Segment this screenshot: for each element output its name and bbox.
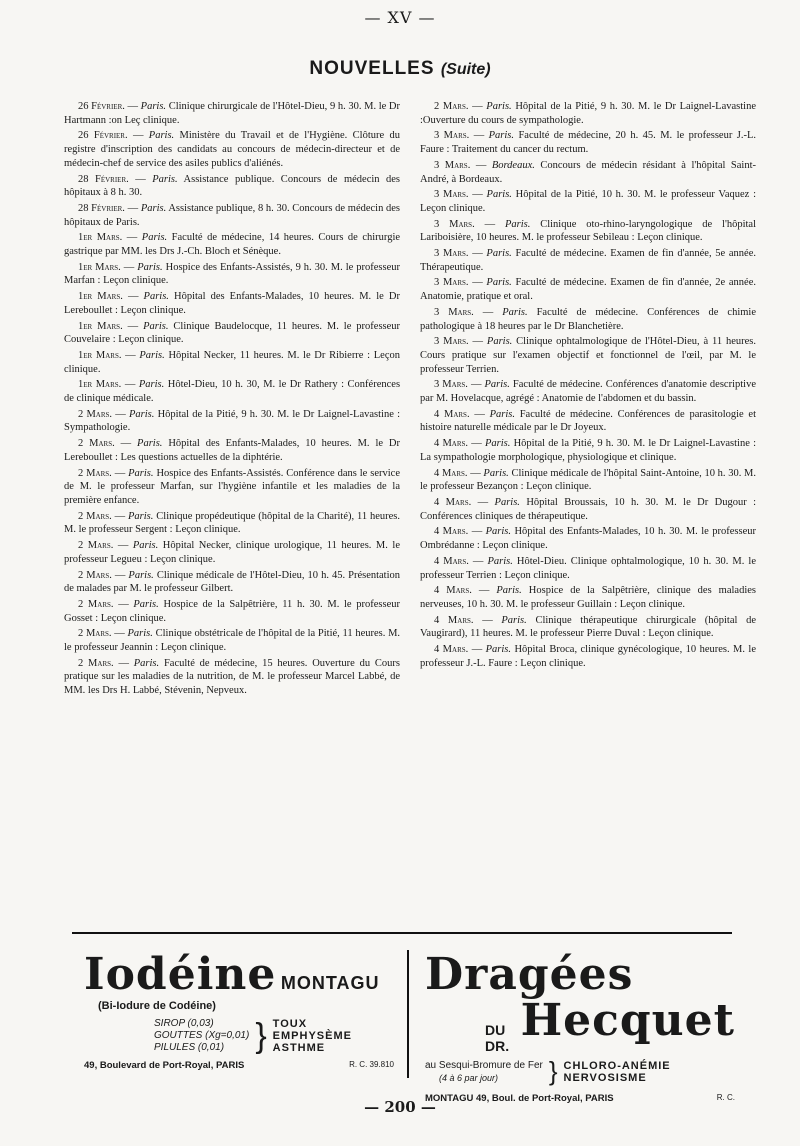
entry-separator: —	[469, 130, 489, 142]
entry-text: Hôtel-Dieu. Clinique ophtalmologique, 10 h. 30. M. le professeur Terrien : Leçon clinique.	[420, 555, 756, 581]
news-entry	[64, 408, 400, 435]
entry-date: 4 Mars.	[434, 496, 472, 508]
entry-separator: —	[474, 218, 505, 230]
news-entry	[420, 129, 756, 156]
entry-text: Hospice de la Salpêtrière, 11 h. 30. M. le professeur Gosset : Leçon clinique.	[64, 598, 400, 624]
entry-city: Paris.	[485, 644, 512, 656]
entry-city: Paris.	[489, 408, 515, 420]
news-entry	[420, 335, 756, 376]
entry-date: 2 Mars.	[78, 438, 115, 450]
entry-separator: —	[124, 101, 141, 112]
entry-separator: —	[121, 349, 140, 361]
entry-separator: —	[468, 438, 485, 450]
news-entry	[420, 306, 756, 333]
entry-city: Paris.	[140, 202, 167, 214]
entry-text: Clinique ophtalmologique de l'Hôtel-Dieu, à 11 heures. Cours pratique sur l'examen objectif et fonctionnel de l'œil, par M. le professeur Terrien.	[420, 336, 756, 375]
news-entry	[420, 584, 756, 611]
entry-text: Ministère du Travail et de l'Hygiène. Clôture du registre d'inscription des candidats au concours de médecin-directeur et de médecin-chef de service des asiles publics d'aliénés.	[64, 130, 400, 169]
entry-date: 2 Mars.	[78, 628, 112, 640]
entry-date: 4 Mars.	[434, 614, 474, 626]
entry-city: Paris.	[143, 291, 169, 303]
entry-separator: —	[122, 291, 144, 303]
entry-text: Assistance publique, 8 h. 30. Concours de médecin des hôpitaux de Paris.	[64, 202, 401, 228]
entry-separator: —	[111, 467, 129, 479]
ad-hecquet-address: MONTAGU 49, Boul. de Port-Royal, PARIS	[425, 1093, 614, 1104]
news-entry	[64, 202, 400, 229]
entry-separator: —	[124, 202, 141, 214]
news-entry	[64, 261, 400, 288]
ad-iodeine-brand: Iodéine	[84, 949, 277, 1000]
entry-city: Paris.	[484, 438, 511, 450]
news-entry	[64, 539, 400, 566]
entry-text: Faculté de médecine. Conférences de parasitologie et histoire naturelle médicale par le Dr Joyeux.	[420, 408, 756, 434]
entry-city: Paris.	[152, 173, 178, 185]
entry-date: 4 Mars.	[434, 438, 469, 450]
entry-city: Paris.	[486, 277, 512, 289]
entry-date: 3 Mars.	[434, 130, 470, 142]
entry-city: Paris.	[488, 130, 515, 142]
entry-text: Clinique médicale de l'Hôtel-Dieu, 10 h. 45. Présentation de malades par M. le professeur Gilbert.	[64, 569, 401, 595]
entry-date: 3 Mars.	[434, 379, 468, 391]
ad-hecquet-indication: CHLORO-ANÉMIE	[563, 1059, 671, 1072]
title-suite: (Suite)	[440, 61, 491, 78]
entry-separator: —	[469, 408, 490, 420]
entry-date: 3 Mars.	[434, 248, 469, 260]
entry-text: Hospice de la Salpêtrière, clinique des maladies nerveuses, 10 h. 30. M. le professeur Guillain : Leçon clinique.	[420, 585, 756, 610]
ad-iodeine-form: PILULES (0,01)	[154, 1042, 225, 1053]
entry-date: 2 Mars.	[78, 540, 114, 552]
entry-separator: —	[467, 379, 485, 391]
entry-separator: —	[468, 189, 487, 201]
entry-date: 3 Mars.	[434, 277, 469, 289]
entry-text: Faculté de médecine, 20 h. 45. M. le professeur J.-L. Faure : Traitement du cancer du rectum.	[420, 130, 756, 156]
news-entry	[64, 290, 400, 317]
news-entry	[64, 437, 400, 464]
entry-city: Bordeaux.	[491, 159, 535, 171]
ad-iodeine-indication: TOUX	[272, 1018, 308, 1030]
news-entry	[420, 525, 756, 552]
ad-hecquet-form: au Sesqui-Bromure de Fer	[425, 1059, 543, 1071]
entry-city: Paris.	[128, 569, 154, 581]
news-entry	[64, 510, 400, 537]
entry-separator: —	[111, 628, 128, 640]
entry-separator: —	[121, 379, 139, 391]
entry-date: 3 Mars.	[434, 336, 469, 348]
entry-text: Faculté de médecine, 14 heures. Cours de chirurgie gastrique par MM. les Drs J.-Ch. Bloch et Sénèque.	[64, 232, 401, 258]
news-entry	[64, 173, 400, 200]
entry-city: Paris.	[138, 379, 165, 391]
entry-separator: —	[113, 540, 133, 552]
entry-text: Hôpital des Enfants-Malades, 10 heures. M. le Dr Lereboullet : Les questions actuelles de la diphtérie.	[64, 438, 401, 463]
entry-separator: —	[471, 585, 497, 597]
entry-separator: —	[112, 408, 129, 420]
entry-date: 1er Mars.	[78, 291, 123, 303]
entry-separator: —	[127, 130, 149, 142]
entry-date: 4 Mars.	[434, 467, 468, 479]
ad-iodeine	[84, 949, 394, 1071]
ad-iodeine-address: 49, Boulevard de Port-Royal, PARIS	[84, 1060, 245, 1071]
entry-city: Paris.	[484, 379, 510, 391]
entry-text: Hôpital Broussais, 10 h. 30. M. le Dr Dugour : Conférences cliniques de thérapeutique.	[420, 496, 757, 522]
entry-text: Hospice des Enfants-Assistés. Conférence dans le service de M. le professeur Marfan, sur l'hygiène infantile et les maladies de la première enfance.	[64, 467, 400, 506]
news-entry	[420, 643, 756, 670]
entry-separator: —	[468, 644, 486, 656]
entry-city: Paris.	[140, 101, 167, 112]
entry-date: 1er Mars.	[78, 232, 123, 244]
brace-glyph: }	[255, 1017, 267, 1055]
entry-city: Paris.	[139, 349, 165, 361]
ad-iodeine-form: SIROP (0,03)	[154, 1018, 214, 1029]
entry-separator: —	[467, 467, 484, 479]
entry-city: Paris.	[143, 320, 169, 332]
news-entry	[420, 555, 756, 582]
entry-text: Hôpital de la Pitié, 9 h. 30. M. le Dr Laignel-Lavastine :Ouverture du cours de sympathologie.	[420, 101, 756, 126]
ad-hecquet-du-dr: DU DR.	[485, 1022, 510, 1054]
entry-text: Hôpital de la Pitié, 9 h. 30. M. le Dr Laignel-Lavastine : Sympathologie.	[64, 408, 400, 434]
entry-text: Clinique médicale de l'hôpital Saint-Antoine, 10 h. 30. M. le professeur Bezançon : Leçon clinique.	[420, 467, 757, 493]
entry-city: Paris.	[127, 628, 153, 640]
entry-text: Hôtel-Dieu, 10 h. 30, M. le Dr Rathery : Conférences de clinique médicale.	[64, 379, 401, 405]
entry-city: Paris.	[141, 232, 168, 244]
entry-date: 4 Mars.	[434, 555, 469, 567]
entry-city: Paris.	[494, 496, 520, 508]
entry-separator: —	[468, 248, 487, 260]
entry-city: Paris.	[486, 248, 512, 260]
entry-date: 28 Février.	[78, 202, 125, 214]
entry-separator: —	[120, 261, 138, 273]
entry-date: 2 Mars.	[78, 408, 113, 420]
entry-city: Paris.	[133, 598, 159, 610]
news-entry	[64, 627, 400, 654]
entry-text: Assistance publique. Concours de médecin des hôpitaux à 8 h. 30.	[64, 173, 401, 199]
entry-date: 26 Février.	[78, 130, 128, 142]
entry-city: Paris.	[133, 657, 160, 669]
entry-text: Hôpital des Enfants-Malades, 10 h. 30. M. le professeur Ombrédanne : Leçon clinique.	[420, 526, 756, 552]
entry-city: Paris.	[128, 467, 154, 479]
news-entry	[420, 247, 756, 274]
news-entry	[64, 598, 400, 625]
ad-hecquet-brand-top: Dragées	[425, 949, 634, 1000]
news-entry	[64, 320, 400, 347]
ad-divider-vertical	[407, 950, 409, 1078]
entry-city: Paris.	[501, 614, 527, 626]
entry-text: Faculté de médecine. Examen de fin d'année, 5e année. Thérapeutique.	[420, 248, 756, 273]
news-entry	[420, 437, 756, 464]
entry-separator: —	[468, 336, 487, 348]
entry-text: Hôpital Broca, clinique gynécologique, 10 heures. M. le professeur J.-L. Faure : Leçon clinique.	[420, 644, 757, 669]
entry-text: Hôpital de la Pitié, 9 h. 30. M. le Dr Laignel-Lavastine : La sympathologie morphologique, physiologique et clinique.	[420, 438, 756, 463]
entry-separator: —	[111, 510, 128, 522]
title-main: NOUVELLES	[309, 58, 435, 79]
entry-city: Paris.	[137, 261, 163, 273]
entry-separator: —	[114, 438, 138, 450]
news-entry	[420, 496, 756, 523]
entry-text: Clinique propédeutique (hôpital de la Charité), 11 heures. M. le professeur Sergent : Leçon clinique.	[64, 510, 401, 536]
brace-glyph: }	[548, 1056, 558, 1086]
entry-text: Clinique obstétricale de l'hôpital de la Pitié, 11 heures. M. le professeur Jeannin : Leçon clinique.	[64, 628, 401, 654]
entry-city: Paris.	[504, 218, 531, 230]
entry-separator: —	[468, 277, 487, 289]
entry-text: Clinique thérapeutique chirurgicale (hôpital de Vaugirard), 11 heures. M. le professeur Pierre Duval : Leçon clinique.	[420, 614, 756, 640]
entry-city: Paris.	[502, 306, 528, 318]
entry-city: Paris.	[486, 189, 512, 201]
entry-city: Paris.	[485, 526, 512, 538]
entry-city: Paris.	[137, 438, 163, 450]
entry-text: Hôpital Necker, 11 heures. M. le Dr Ribierre : Leçon clinique.	[64, 349, 401, 375]
entry-city: Paris.	[487, 555, 513, 567]
entry-city: Paris.	[128, 408, 155, 420]
entry-text: Faculté de médecine. Conférences d'anatomie descriptive par M. Hovelacque, agrégé : Anatomie de l'abdomen et du bassin.	[420, 379, 756, 405]
entry-city: Paris.	[148, 130, 175, 142]
entry-text: Hôpital Necker, clinique urologique, 11 heures. M. le professeur Legueu : Leçon clinique.	[64, 540, 400, 565]
entry-city: Paris.	[483, 467, 509, 479]
news-entry	[64, 129, 400, 170]
entry-date: 1er Mars.	[78, 349, 122, 361]
news-entry	[420, 218, 756, 245]
news-entry	[64, 378, 400, 405]
entry-text: Faculté de médecine, 15 heures. Ouverture du Cours pratique sur les maladies de la nutrition, de M. le professeur Marcel Labbé, de MM. les Drs H. Labbé, Stévenin, Nepveux.	[64, 657, 400, 697]
ad-hecquet-ref: R. C.	[716, 1093, 735, 1102]
entry-separator: —	[468, 526, 486, 538]
entry-text: Faculté de médecine. Conférences de chimie pathologique à 18 heures par le Dr Blanchetière.	[420, 306, 757, 332]
entry-text: Faculté de médecine. Examen de fin d'année, 2e année. Anatomie, pratique et oral.	[420, 277, 756, 303]
entry-date: 2 Mars.	[78, 510, 112, 522]
ad-hecquet-dose: (4 à 6 par jour)	[439, 1072, 499, 1083]
news-entry	[64, 569, 400, 596]
ad-divider-horizontal	[72, 932, 732, 934]
news-entry	[420, 188, 756, 215]
entry-city: Paris.	[132, 540, 159, 552]
entry-city: Paris.	[496, 585, 522, 597]
entry-date: 2 Mars.	[78, 569, 112, 581]
entry-text: Hospice des Enfants-Assistés, 9 h. 30. M. le professeur Marfan : Leçon clinique.	[64, 261, 401, 287]
entry-date: 4 Mars.	[434, 644, 469, 656]
entry-date: 28 Février.	[78, 173, 129, 185]
entry-city: Paris.	[486, 101, 512, 112]
entry-date: 3 Mars.	[434, 306, 474, 318]
page-title	[0, 58, 800, 80]
news-entry	[64, 231, 400, 258]
ad-hecquet-brand-bottom: Hecquet	[520, 995, 735, 1046]
entry-text: Clinique Baudelocque, 11 heures. M. le professeur Couvelaire : Leçon clinique.	[64, 320, 401, 346]
entry-date: 4 Mars.	[434, 585, 472, 597]
entry-separator: —	[468, 101, 487, 112]
entry-separator: —	[468, 555, 488, 567]
entry-separator: —	[470, 159, 492, 171]
entry-text: Clinique oto-rhino-laryngologique de l'hôpital Lariboisière, 10 heures. M. le professeur Sebileau : Leçon clinique.	[420, 218, 756, 244]
ad-iodeine-subtitle: (Bi-Iodure de Codéine)	[98, 1000, 216, 1012]
news-entry	[420, 614, 756, 641]
entry-separator: —	[122, 232, 142, 244]
entry-separator: —	[473, 306, 503, 318]
page-number: — 200 —	[364, 1098, 436, 1116]
entry-date: 2 Mars.	[78, 657, 114, 669]
entry-date: 2 Mars.	[434, 101, 469, 112]
entry-text: Clinique chirurgicale de l'Hôtel-Dieu, 9 h. 30. M. le Dr Hartmann :on Leç clinique.	[64, 101, 401, 126]
entry-date: 26 Février.	[78, 101, 125, 112]
news-entry	[420, 276, 756, 303]
entry-separator: —	[113, 598, 134, 610]
entry-text: Concours de médecin résidant à l'hôpital Saint-André, à Bordeaux.	[420, 159, 756, 185]
entry-date: 1er Mars.	[78, 379, 122, 391]
entry-separator: —	[471, 496, 495, 508]
news-entry	[420, 159, 756, 186]
ad-iodeine-form: GOUTTES (Xg=0,01)	[154, 1030, 250, 1041]
news-entry	[64, 467, 400, 508]
news-entry	[420, 467, 756, 494]
news-entry	[420, 378, 756, 405]
page-roman-numeral: — XV —	[364, 8, 436, 27]
entry-date: 1er Mars.	[78, 320, 123, 332]
ad-dragees-hecquet	[425, 949, 735, 1104]
ad-iodeine-ref: R. C. 39.810	[349, 1060, 394, 1069]
news-entry	[420, 100, 756, 127]
news-entry	[420, 408, 756, 435]
news-entry	[64, 349, 400, 376]
entry-separator: —	[113, 657, 134, 669]
entry-date: 1er Mars.	[78, 261, 121, 273]
entry-city: Paris.	[486, 336, 513, 348]
entry-separator: —	[122, 320, 144, 332]
entry-date: 3 Mars.	[434, 189, 469, 201]
news-entry	[64, 100, 400, 127]
entry-date: 4 Mars.	[434, 408, 470, 420]
entry-date: 3 Mars.	[434, 159, 471, 171]
entry-text: Hôpital des Enfants-Malades, 10 heures. M. le Dr Lereboullet : Leçon clinique.	[64, 291, 401, 316]
entry-date: 2 Mars.	[78, 598, 114, 610]
ad-iodeine-brand-suffix: MONTAGU	[280, 973, 380, 993]
entry-date: 4 Mars.	[434, 526, 469, 538]
entry-separator: —	[473, 614, 502, 626]
entry-separator: —	[111, 569, 129, 581]
ad-iodeine-indication: ASTHME	[272, 1042, 326, 1054]
entry-city: Paris.	[128, 510, 154, 522]
ad-hecquet-indication: NERVOSISME	[563, 1071, 647, 1084]
entry-separator: —	[128, 173, 153, 185]
entry-text: Hôpital de la Pitié, 10 h. 30. M. le professeur Vaquez : Leçon clinique.	[420, 189, 756, 214]
ad-iodeine-indication: EMPHYSÈME	[272, 1030, 352, 1042]
news-entry	[64, 657, 400, 698]
right-column	[420, 100, 756, 672]
left-column	[64, 100, 400, 700]
entry-date: 2 Mars.	[78, 467, 112, 479]
entry-date: 3 Mars.	[434, 218, 475, 230]
